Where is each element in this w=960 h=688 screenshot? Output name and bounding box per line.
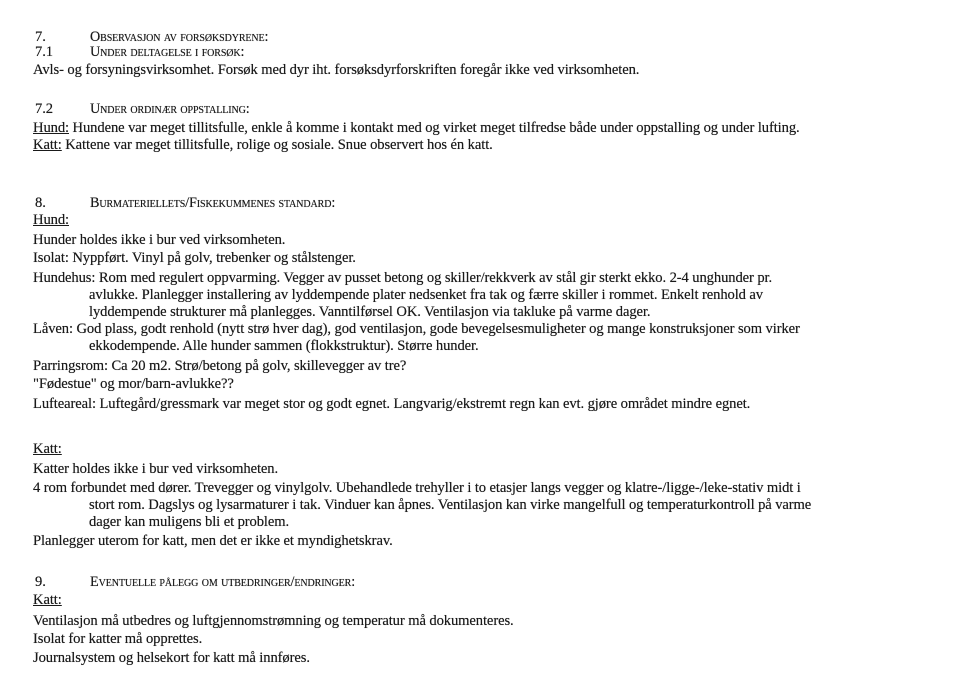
section-title: Under deltagelse i forsøk: [90, 44, 245, 60]
katt-label: Katt: [33, 592, 62, 608]
section-number: 8. [35, 195, 46, 211]
hund-label: Hund: [33, 212, 69, 228]
paragraph: 4 rom forbundet med dører. Trevegger og vinylgolv. Ubehandlede trehyller i to etasjer langs vegger og klatre-/ligge-/leke-stativ midt i [33, 480, 801, 496]
katt-label: Katt: [33, 137, 62, 153]
paragraph: Katter holdes ikke i bur ved virksomheten. [33, 461, 279, 477]
section-number: 7.1 [35, 44, 53, 60]
paragraph-continuation: avlukke. Planlegger installering av lyddempende plater nedsenket fra tak og færre skiller i rommet. Enkelt renhold av [89, 287, 763, 303]
section-title: Burmateriellets/Fiskekummenes standard: [90, 195, 336, 211]
katt-label: Katt: [33, 441, 62, 457]
paragraph: Parringsrom: Ca 20 m2. Strø/betong på golv, skillevegger av tre? [33, 358, 407, 374]
paragraph: Planlegger uterom for katt, men det er ikke et myndighetskrav. [33, 533, 393, 549]
section-number: 9. [35, 574, 46, 590]
section-number: 7. [35, 29, 46, 45]
paragraph: Hunder holdes ikke i bur ved virksomheten. [33, 232, 286, 248]
katt-text: Kattene var meget tillitsfulle, rolige og sosiale. Snue observert hos én katt. [61, 137, 493, 153]
paragraph: Isolat: Nyppført. Vinyl på golv, trebenker og stålstenger. [33, 250, 356, 266]
paragraph-continuation: lyddempende strukturer må planlegges. Vanntilførsel OK. Ventilasjon via takluke på varme dager. [89, 304, 651, 320]
paragraph: Isolat for katter må opprettes. [33, 631, 203, 647]
hund-text: Hundene var meget tillitsfulle, enkle å komme i kontakt med og virket meget tilfredse både under oppstalling og under lufting. [69, 120, 800, 136]
paragraph: "Fødestue" og mor/barn-avlukke?? [33, 376, 234, 392]
section-title: Eventuelle pålegg om utbedringer/endringer: [90, 574, 356, 590]
paragraph: Ventilasjon må utbedres og luftgjennomstrømning og temperatur må dokumenteres. [33, 613, 514, 629]
paragraph: Låven: God plass, godt renhold (nytt strø hver dag), god ventilasjon, gode bevegelsesmuligheter og mange konstruksjoner som virker [33, 321, 800, 337]
section-title: Observasjon av forsøksdyrene: [90, 29, 269, 45]
paragraph-continuation: stort rom. Dagslys og lysarmaturer i tak. Vinduer kan åpnes. Ventilasjon kan virke mangelfull og temperaturkontroll på varme [89, 497, 812, 513]
paragraph-hund [33, 120, 800, 137]
paragraph: Avls- og forsyningsvirksomhet. Forsøk med dyr iht. forsøksdyrforskriften foregår ikke ved virksomheten. [33, 62, 640, 78]
paragraph: Lufteareal: Luftegård/gressmark var meget stor og godt egnet. Langvarig/ekstremt regn kan evt. gjøre området mindre egnet. [33, 396, 751, 412]
paragraph: Journalsystem og helsekort for katt må innføres. [33, 650, 310, 666]
hund-label: Hund: [33, 120, 69, 136]
section-number: 7.2 [35, 101, 53, 117]
paragraph: Hundehus: Rom med regulert oppvarming. Vegger av pusset betong og skiller/rekkverk av stål gir sterkt ekko. 2-4 unghunder pr. [33, 270, 773, 286]
paragraph-continuation: ekkodempende. Alle hunder sammen (flokkstruktur). Større hunder. [89, 338, 479, 354]
paragraph-continuation: dager kan muligens bli et problem. [89, 514, 290, 530]
section-title: Under ordinær oppstalling: [90, 101, 250, 117]
paragraph-katt [33, 137, 493, 154]
